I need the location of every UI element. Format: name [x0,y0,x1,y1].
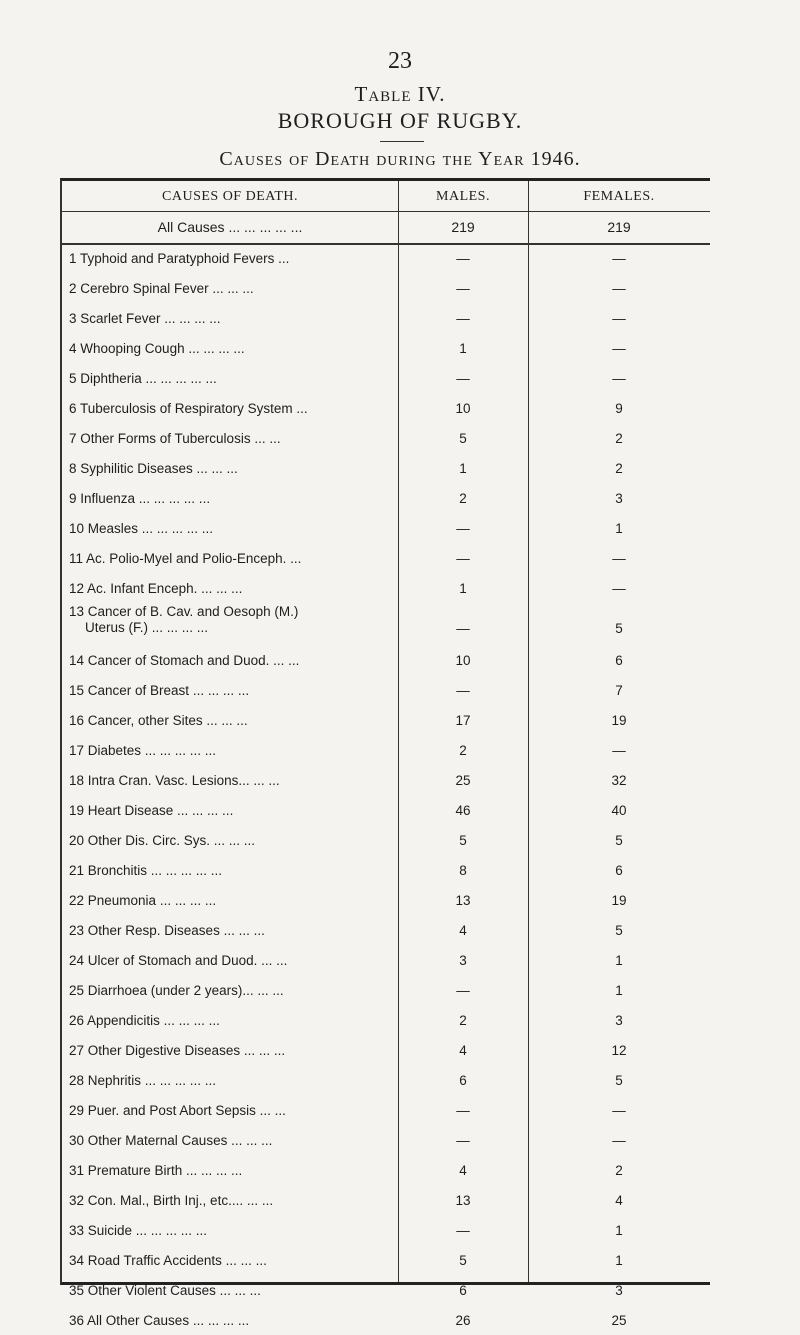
cause-label-line: 18 Intra Cran. Vasc. Lesions... ... ... [69,773,280,788]
cause-rows [62,243,710,1328]
males-count: 4 [459,923,467,938]
males-count: 5 [459,431,467,446]
table-row [62,735,710,765]
males-count: — [456,521,470,536]
cause-label [69,1223,391,1238]
males-count: 2 [459,1013,467,1028]
females-count: 5 [615,833,623,848]
males-count: — [456,1103,470,1118]
cause-label [69,923,391,938]
females-count: 2 [615,1163,623,1178]
cause-label [69,803,391,818]
table-row [62,1035,710,1065]
table-row [62,603,710,645]
cause-label [69,491,391,506]
cause-label-line: 26 Appendicitis ... ... ... ... [69,1013,220,1028]
cause-label [69,653,391,668]
cause-label [69,341,391,356]
males-count: 10 [455,401,471,416]
cause-label-line: 9 Influenza ... ... ... ... ... [69,491,211,506]
females-count: 1 [615,521,623,536]
females-count: — [612,281,626,296]
cause-label-line: 1 Typhoid and Paratyphoid Fevers ... [69,251,290,266]
table-row [62,1215,710,1245]
cause-label [69,581,391,596]
cause-label [69,521,391,536]
females-count: 12 [611,1043,627,1058]
females-count: — [612,341,626,356]
females-count: 2 [615,431,623,446]
cause-label-line: 36 All Other Causes ... ... ... ... [69,1313,250,1328]
table-row [62,513,710,543]
page-number: 23 [388,48,412,74]
cause-label-line: 14 Cancer of Stomach and Duod. ... ... [69,653,300,668]
cause-label-line: 8 Syphilitic Diseases ... ... ... [69,461,238,476]
table-row [62,333,710,363]
cause-label [69,1043,391,1058]
cause-label [69,1283,391,1298]
table-subtitle: Causes of Death during the Year 1946. [219,148,581,170]
cause-label [69,1313,391,1328]
females-count: 9 [615,401,623,416]
cause-label [69,863,391,878]
title-divider [380,141,424,142]
table-header [62,181,710,212]
cause-label [69,251,391,266]
males-count: — [456,251,470,266]
females-count: 1 [615,953,623,968]
males-count: 1 [459,461,467,476]
total-label: All Causes ... ... ... ... ... [157,219,303,235]
cause-label-line: 16 Cancer, other Sites ... ... ... [69,713,248,728]
cause-label [69,773,391,788]
causes-of-death-table [60,178,710,1328]
table-row [62,573,710,603]
table-row [62,483,710,513]
males-count: 4 [459,1163,467,1178]
cause-label [69,1253,391,1268]
males-count: 2 [459,743,467,758]
table-row [62,1185,710,1215]
table-row [62,303,710,333]
cause-label [69,983,391,998]
females-count: — [612,1103,626,1118]
cause-label [69,431,391,446]
table-row [62,453,710,483]
females-count: 19 [611,893,627,908]
females-count: 4 [615,1193,623,1208]
cause-label-line: 22 Pneumonia ... ... ... ... [69,893,217,908]
table-row [62,795,710,825]
table-row [62,885,710,915]
females-count: 5 [615,1073,623,1088]
females-count: 2 [615,461,623,476]
males-count: 1 [459,341,467,356]
cause-label-line: 30 Other Maternal Causes ... ... ... [69,1133,273,1148]
males-count: 3 [459,953,467,968]
males-count: 25 [455,773,471,788]
cause-label [69,953,391,968]
females-count: 1 [615,983,623,998]
table-row [62,1155,710,1185]
cause-label [69,551,391,566]
table-row [62,273,710,303]
cause-label-line: 35 Other Violent Causes ... ... ... [69,1283,261,1298]
borough-title: BOROUGH OF RUGBY. [277,108,523,133]
table-row [62,1125,710,1155]
males-count: 5 [459,833,467,848]
males-count: — [456,683,470,698]
females-count: — [612,551,626,566]
males-count: 4 [459,1043,467,1058]
cause-label-line: 27 Other Digestive Diseases ... ... ... [69,1043,286,1058]
table-row [62,765,710,795]
cause-label-line: 21 Bronchitis ... ... ... ... ... [69,863,223,878]
cause-label [69,311,391,326]
females-count: 19 [611,713,627,728]
cause-label-line: 13 Cancer of B. Cav. and Oesoph (M.) [69,604,299,619]
males-count: — [456,371,470,386]
table-row [62,855,710,885]
table-row [62,975,710,1005]
table-row [62,945,710,975]
table-row [62,423,710,453]
cause-label-line: 17 Diabetes ... ... ... ... ... [69,743,217,758]
cause-label [69,371,391,386]
males-count: 17 [455,713,471,728]
table-row [62,1305,710,1335]
table-row [62,705,710,735]
cause-label-line-2: Uterus (F.) ... ... ... ... [85,620,209,635]
males-count: 8 [459,863,467,878]
total-females: 219 [607,219,631,235]
cause-label [69,604,391,636]
header-males: MALES. [436,189,490,204]
males-count: — [456,1133,470,1148]
table-row [62,915,710,945]
table-row [62,363,710,393]
cause-label [69,1193,391,1208]
header-causes: CAUSES OF DEATH. [162,189,298,204]
males-count: — [456,551,470,566]
table-row [62,675,710,705]
cause-label [69,281,391,296]
females-count: 3 [615,1013,623,1028]
table-row [62,243,710,273]
females-count: 3 [615,491,623,506]
males-count: 6 [459,1073,467,1088]
females-count: 6 [615,863,623,878]
cause-label-line: 15 Cancer of Breast ... ... ... ... [69,683,250,698]
cause-label [69,1013,391,1028]
cause-label [69,743,391,758]
females-count: 6 [615,653,623,668]
cause-label-line: 23 Other Resp. Diseases ... ... ... [69,923,265,938]
cause-label-line: 10 Measles ... ... ... ... ... [69,521,214,536]
cause-label-line: 6 Tuberculosis of Respiratory System ... [69,401,308,416]
males-count: 26 [455,1313,471,1328]
header-females: FEMALES. [583,189,655,204]
cause-label-line: 5 Diphtheria ... ... ... ... ... [69,371,217,386]
cause-label-line: 29 Puer. and Post Abort Sepsis ... ... [69,1103,286,1118]
table-row [62,1005,710,1035]
cause-label [69,1073,391,1088]
table-row [62,645,710,675]
males-count: — [456,311,470,326]
cause-label-line: 25 Diarrhoea (under 2 years)... ... ... [69,983,284,998]
table-row [62,543,710,573]
females-count: 3 [615,1283,623,1298]
cause-label-line: 2 Cerebro Spinal Fever ... ... ... [69,281,254,296]
females-count: — [612,311,626,326]
cause-label [69,1163,391,1178]
males-count: — [456,983,470,998]
cause-label-line: 12 Ac. Infant Enceph. ... ... ... [69,581,243,596]
females-count: — [612,1133,626,1148]
cause-label [69,833,391,848]
males-count: 13 [455,893,471,908]
females-count: 5 [615,923,623,938]
males-count: 13 [455,1193,471,1208]
cause-label-line: 34 Road Traffic Accidents ... ... ... [69,1253,267,1268]
females-count: 25 [611,1313,627,1328]
cause-label [69,1103,391,1118]
females-count: 7 [615,683,623,698]
cause-label-line: 11 Ac. Polio-Myel and Polio-Enceph. ... [69,551,302,566]
table-row [62,393,710,423]
total-row [62,211,710,245]
cause-label-line: 31 Premature Birth ... ... ... ... [69,1163,243,1178]
cause-label [69,1133,391,1148]
cause-label [69,713,391,728]
males-count: 10 [455,653,471,668]
males-count: 2 [459,491,467,506]
females-count: 1 [615,1223,623,1238]
cause-label-line: 28 Nephritis ... ... ... ... ... [69,1073,217,1088]
cause-label [69,461,391,476]
females-count: — [612,251,626,266]
cause-label-line: 19 Heart Disease ... ... ... ... [69,803,234,818]
males-count: — [456,281,470,296]
table-row [62,1065,710,1095]
table-row [62,1245,710,1275]
cause-label [69,401,391,416]
cause-label-line: 32 Con. Mal., Birth Inj., etc.... ... ... [69,1193,274,1208]
males-count: 1 [459,581,467,596]
females-count: 40 [611,803,627,818]
cause-label-line: 4 Whooping Cough ... ... ... ... [69,341,245,356]
cause-label-line: 20 Other Dis. Circ. Sys. ... ... ... [69,833,256,848]
table-row [62,1095,710,1125]
females-count: — [612,581,626,596]
cause-label-line: 7 Other Forms of Tuberculosis ... ... [69,431,281,446]
females-count: 1 [615,1253,623,1268]
males-count: 6 [459,1283,467,1298]
males-count: 5 [459,1253,467,1268]
males-count: — [456,1223,470,1238]
table-label: Table IV. [354,82,446,106]
males-count: 46 [455,803,471,818]
females-count: 5 [615,621,623,636]
females-count: 32 [611,773,627,788]
females-count: — [612,371,626,386]
cause-label-line: 24 Ulcer of Stomach and Duod. ... ... [69,953,288,968]
females-count: — [612,743,626,758]
cause-label [69,683,391,698]
cause-label-line: 3 Scarlet Fever ... ... ... ... [69,311,221,326]
cause-label [69,893,391,908]
total-males: 219 [451,219,475,235]
males-count: — [456,621,470,636]
cause-label-line: 33 Suicide ... ... ... ... ... [69,1223,208,1238]
table-row [62,825,710,855]
